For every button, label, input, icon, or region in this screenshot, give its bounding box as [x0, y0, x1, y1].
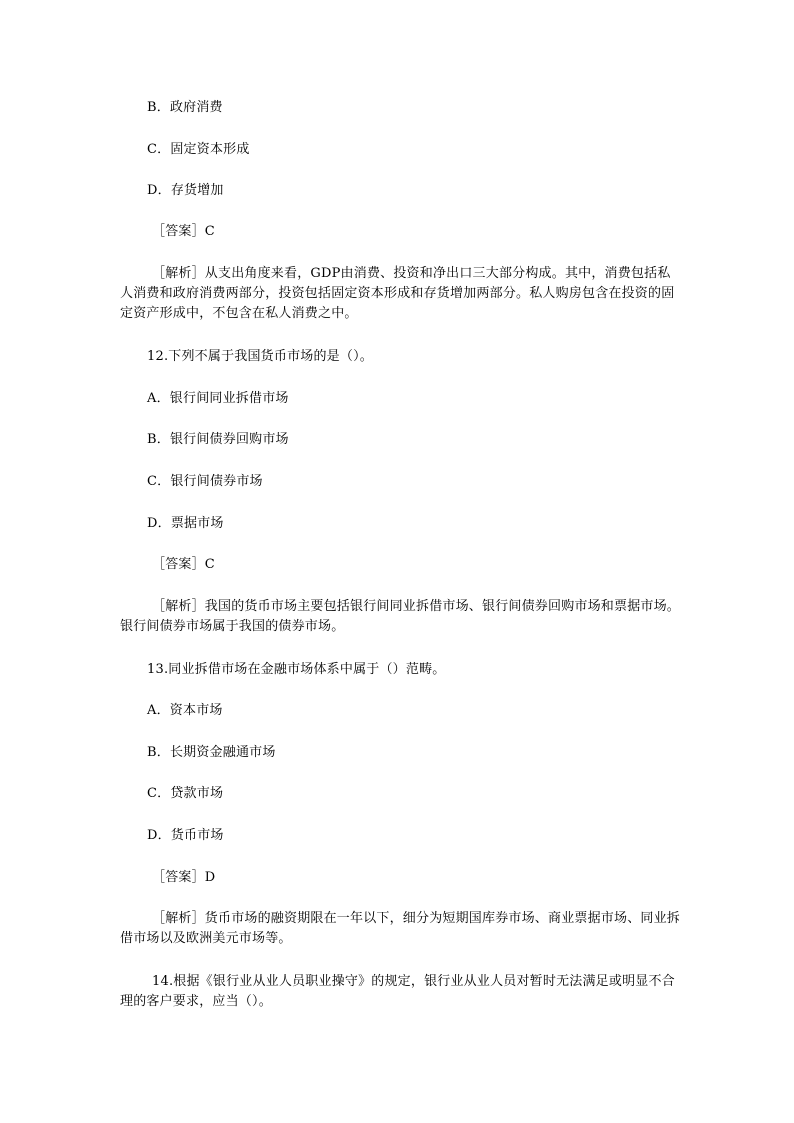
q13-analysis: ［解析］货币市场的融资期限在一年以下，细分为短期国库券市场、商业票据市场、同业拆借市场以及欧洲美元市场等。	[120, 911, 681, 946]
q11-answer: ［答案］C	[152, 224, 215, 239]
q13-option-d: D．货币市场	[147, 828, 224, 843]
q14-question: 14.根据《银行业从业人员职业操守》的规定，银行业从业人员对暂时无法满足或明显不合理的客户要求，应当（）。	[120, 974, 675, 1009]
q12-option-b: B．银行间债券回购市场	[147, 432, 289, 447]
q13-question: 13.同业拆借市场在金融市场体系中属于（）范畴。	[147, 662, 446, 677]
q13-option-b: B．长期资金融通市场	[147, 745, 276, 760]
q12-option-a: A．银行间同业拆借市场	[147, 391, 289, 406]
q13-option-c: C．贷款市场	[147, 786, 224, 801]
q11-option-c: C．固定资本形成	[147, 142, 250, 157]
q12-option-c: C．银行间债券市场	[147, 474, 263, 489]
q12-answer: ［答案］C	[152, 557, 215, 572]
q11-option-b: B．政府消费	[147, 100, 223, 115]
q12-question: 12.下列不属于我国货币市场的是（）。	[147, 349, 373, 364]
q11-option-d: D．存货增加	[147, 183, 224, 198]
q12-option-d: D．票据市场	[147, 516, 224, 531]
q12-analysis: ［解析］我国的货币市场主要包括银行间同业拆借市场、银行间债券回购市场和票据市场。银行间债券市场属于我国的债券市场。	[120, 599, 681, 634]
q13-answer: ［答案］D	[152, 870, 216, 885]
q13-option-a: A．资本市场	[147, 703, 223, 718]
q11-analysis: ［解析］从支出角度来看，GDP由消费、投资和净出口三大部分构成。其中，消费包括私人消费和政府消费两部分，投资包括固定资本形成和存货增加两部分。私人购房包含在投资的固定资产形成中，不包含在私人消费之中。	[120, 266, 675, 321]
